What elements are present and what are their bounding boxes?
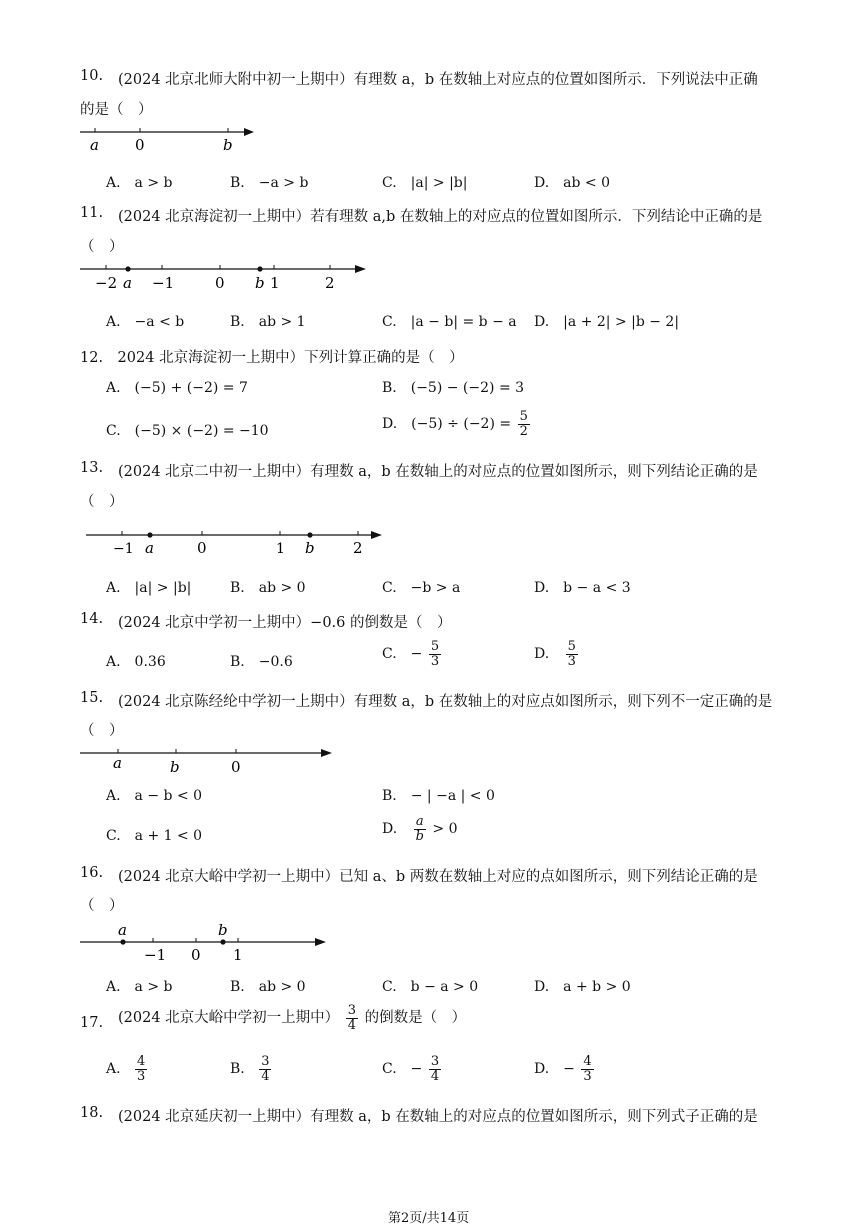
q15-option-d-fraction: $\frac{a}{b}$: [415, 814, 424, 844]
q16-label-neg1: −1: [144, 946, 167, 964]
q13-option-c[interactable]: C. −b > a: [382, 580, 461, 596]
q17-option-a-prefix: A.: [106, 1061, 121, 1078]
q15-option-d-tail: > 0: [432, 821, 458, 838]
q16-stem-cont: （ ）: [80, 898, 124, 914]
q10-option-c[interactable]: C. |a| > |b|: [382, 175, 468, 191]
q11-number: 11.: [80, 205, 104, 221]
q13-option-b[interactable]: B. ab > 0: [230, 580, 306, 596]
q11-option-c[interactable]: C. |a − b| = b − a: [382, 314, 517, 330]
q10-stem-cont: 的是（ ）: [80, 102, 153, 118]
q11-option-d[interactable]: D. |a + 2| > |b − 2|: [534, 314, 680, 330]
q12-option-d-prefix: D. (−5) ÷ (−2) =: [382, 416, 512, 433]
q18-stem: (2024 北京延庆初一上期中）有理数 a，b 在数轴上的对应点的位置如图所示，则下列式子正确的是: [118, 1109, 758, 1125]
q16-label-a: a: [118, 921, 127, 939]
q17-stem-fraction: $\frac{3}{4}$: [347, 1003, 357, 1033]
q14-option-d[interactable]: [534, 640, 580, 668]
q14-option-d-fraction: $\frac{5}{3}$: [567, 639, 576, 669]
q10-label-a: a: [90, 136, 99, 154]
q16-label-1: 1: [233, 946, 243, 964]
q11-stem: (2024 北京海淀初一上期中）若有理数 a,b 在数轴上的对应点的位置如图所示．下列结论中正确的是: [118, 209, 763, 225]
q10-label-0: 0: [135, 136, 145, 154]
q16-label-0: 0: [191, 946, 201, 964]
q15-option-d-prefix: D.: [382, 821, 398, 838]
q15-option-c[interactable]: C. a + 1 < 0: [106, 828, 203, 844]
q15-option-d[interactable]: [382, 815, 458, 843]
q14-option-c-prefix: C. −: [382, 646, 423, 663]
q13-label-b: b: [305, 539, 315, 557]
q17-option-b[interactable]: [230, 1055, 273, 1083]
q14-option-d-prefix: D.: [534, 646, 550, 663]
q15-number: 15.: [80, 690, 104, 706]
q11-stem-cont: （ ）: [80, 239, 124, 255]
q11-label-1: 1: [270, 274, 280, 292]
q14-option-b[interactable]: B. −0.6: [230, 654, 293, 670]
q14-option-a[interactable]: A. 0.36: [106, 654, 166, 670]
q13-label-0: 0: [197, 539, 207, 557]
q13-label-1: 1: [276, 541, 285, 557]
q18-number: 18.: [80, 1105, 104, 1121]
q15-stem: (2024 北京陈经纶中学初一上期中）有理数 a，b 在数轴上的对应点如图所示，则下列不一定正确的是: [118, 694, 773, 710]
q16-option-a[interactable]: A. a > b: [106, 979, 173, 995]
q15-option-a[interactable]: A. a − b < 0: [106, 788, 203, 804]
q15-option-b[interactable]: B. − | −a | < 0: [382, 788, 495, 804]
q13-option-a[interactable]: A. |a| > |b|: [106, 580, 192, 596]
q11-label-b: b: [255, 274, 265, 292]
q11-label-neg1: −1: [152, 274, 175, 292]
q14-option-c[interactable]: [382, 640, 443, 668]
page-footer: 第2页/共14页: [388, 1211, 470, 1226]
q11-label-2: 2: [325, 274, 335, 292]
q10-option-b[interactable]: B. −a > b: [230, 175, 309, 191]
q17-option-d-fraction: $\frac{4}{3}$: [583, 1054, 592, 1084]
q13-option-d[interactable]: D. b − a < 3: [534, 580, 631, 596]
q16-stem: (2024 北京大峪中学初一上期中）已知 a、b 两数在数轴上对应的点如图所示，则下列结论正确的是: [118, 869, 758, 885]
q11-label-0: 0: [215, 274, 225, 292]
q15-number-line: [78, 744, 348, 778]
q10-label-b: b: [223, 136, 233, 154]
q14-stem: (2024 北京中学初一上期中）−0.6 的倒数是（ ）: [118, 615, 452, 631]
q13-label-2: 2: [353, 539, 363, 557]
q15-stem-cont: （ ）: [80, 723, 124, 739]
q17-option-b-prefix: B.: [230, 1061, 245, 1078]
q13-stem-cont: （ ）: [80, 494, 124, 510]
q13-label-a: a: [145, 539, 154, 557]
q15-label-0: 0: [231, 758, 241, 776]
q12-option-c[interactable]: C. (−5) × (−2) = −10: [106, 423, 269, 439]
q17-stem-prefix: (2024 北京大峪中学初一上期中）: [118, 1010, 340, 1027]
q17-number: 17.: [80, 1015, 104, 1031]
q10-stem: (2024 北京北师大附中初一上期中）有理数 a，b 在数轴上对应点的位置如图所示．下列说法中正确: [118, 72, 758, 88]
q10-number: 10.: [80, 68, 104, 84]
q16-option-b[interactable]: B. ab > 0: [230, 979, 306, 995]
q13-number-line: [84, 526, 394, 562]
q12-option-d[interactable]: [382, 410, 532, 438]
q14-number: 14.: [80, 611, 104, 627]
q17-stem-suffix: 的倒数是（ ）: [364, 1010, 467, 1027]
q16-option-d[interactable]: D. a + b > 0: [534, 979, 631, 995]
q17-stem: [118, 1004, 466, 1032]
q16-label-b: b: [218, 921, 228, 939]
q15-label-a: a: [113, 754, 122, 772]
q14-option-c-fraction: $\frac{5}{3}$: [430, 639, 440, 669]
q17-option-a[interactable]: [106, 1055, 149, 1083]
q16-number: 16.: [80, 865, 104, 881]
q15-label-b: b: [170, 758, 180, 776]
q11-label-a: a: [123, 274, 132, 292]
q13-number: 13.: [80, 460, 104, 476]
q11-number-line: [78, 258, 378, 294]
q11-label-neg2: −2: [95, 274, 118, 292]
q10-option-d[interactable]: D. ab < 0: [534, 175, 611, 191]
q11-option-a[interactable]: A. −a < b: [106, 314, 185, 330]
q17-option-d-prefix: D. −: [534, 1061, 575, 1078]
q10-option-a[interactable]: A. a > b: [106, 175, 173, 191]
q12-option-d-fraction: $\frac{5}{2}$: [519, 409, 528, 439]
q17-option-c[interactable]: [382, 1055, 443, 1083]
q13-label-neg1: −1: [113, 541, 134, 557]
q16-option-c[interactable]: C. b − a > 0: [382, 979, 479, 995]
q12-option-a[interactable]: A. (−5) + (−2) = 7: [106, 380, 248, 396]
q17-option-d[interactable]: [534, 1055, 596, 1083]
q16-number-line: [78, 921, 338, 965]
q12-stem: 12. 2024 北京海淀初一上期中）下列计算正确的是（ ）: [80, 350, 464, 366]
q12-option-b[interactable]: B. (−5) − (−2) = 3: [382, 380, 525, 396]
q17-option-a-fraction: $\frac{4}{3}$: [137, 1054, 146, 1084]
q10-number-line: [78, 122, 268, 154]
q17-option-c-fraction: $\frac{3}{4}$: [430, 1054, 440, 1084]
q17-option-b-fraction: $\frac{3}{4}$: [261, 1054, 270, 1084]
q11-option-b[interactable]: B. ab > 1: [230, 314, 306, 330]
q13-stem: (2024 北京二中初一上期中）有理数 a，b 在数轴上的对应点的位置如图所示，则下列结论正确的是: [118, 464, 758, 480]
q17-option-c-prefix: C. −: [382, 1061, 423, 1078]
